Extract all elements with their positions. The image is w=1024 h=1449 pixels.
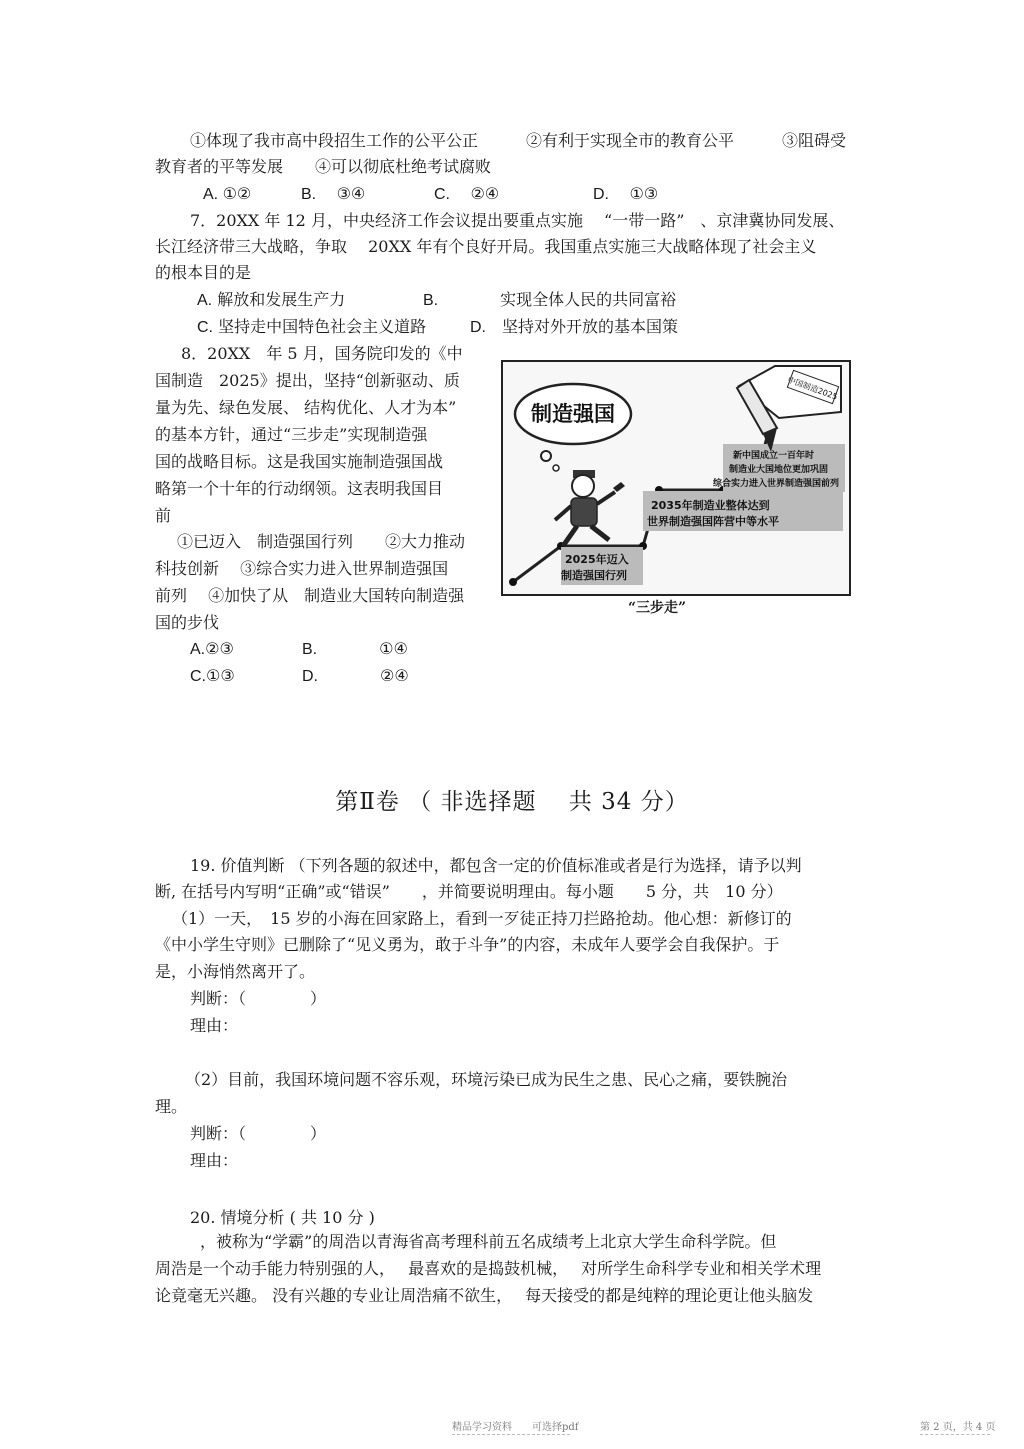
q8-statements-line-4: 国的步伐 bbox=[155, 613, 220, 632]
q8-option-d: D. ②④ bbox=[302, 668, 409, 685]
q8-stem-line-3: 量为先、绿色发展、 结构优化、人才为本” bbox=[155, 398, 457, 417]
q19-intro-line-2: 断, 在括号内写明“正确”或“错误” ，并简要说明理由。每小题 5 分，共 10 分） bbox=[155, 882, 783, 901]
q6-statement-line-2: 教育者的平等发展 ④可以彻底杜绝考试腐败 bbox=[155, 157, 492, 176]
q19-intro-line-1: 19. 价值判断 （下列各题的叙述中，都包含一定的价值标准或者是行为选择，请予以判 bbox=[190, 856, 802, 875]
q7-stem-line-2: 长江经济带三大战略，争取 20XX 年有个良好开局。我国重点实施三大战略体现了社会主义 bbox=[155, 237, 817, 256]
pencil-label: 中国制造2025 bbox=[786, 375, 839, 402]
q7-option-d: D. 坚持对外开放的基本国策 bbox=[470, 317, 679, 336]
q19-p2-reason: 理由： bbox=[190, 1151, 239, 1170]
q7-option-c: C. 坚持走中国特色社会主义道路 bbox=[197, 317, 427, 336]
bubble-text: 制造强国 bbox=[531, 402, 615, 426]
footer-divider-left bbox=[452, 1434, 570, 1435]
q8-statements-line-3: 前列 ④加快了从 制造业大国转向制造强 bbox=[155, 586, 465, 605]
q20-line-1: ，被称为“学霸”的周浩以青海省高考理科前五名成绩考上北京大学生命科学院。但 bbox=[200, 1232, 777, 1251]
q7-option-a: A. 解放和发展生产力 bbox=[197, 290, 346, 309]
q19-p2-line-1: （2）目前，我国环境问题不容乐观，环境污染已成为民生之患、民心之痛，要铁腕治 bbox=[185, 1070, 788, 1089]
q8-statements-line-1: ①已迈入 制造强国行列 ②大力推动 bbox=[177, 532, 466, 551]
section-2-title: 第Ⅱ卷 （ 非选择题 共 34 分） bbox=[335, 789, 689, 815]
footer-divider-right bbox=[920, 1434, 990, 1435]
q8-option-b: B. ①④ bbox=[302, 641, 408, 658]
q8-stem-line-4: 的基本方针，通过“三步走”实现制造强 bbox=[155, 425, 428, 444]
q7-stem-line-3: 的根本目的是 bbox=[155, 263, 252, 282]
q20-line-2: 周浩是一个动手能力特别强的人， 最喜欢的是捣鼓机械， 对所学生命科学专业和相关学术理 bbox=[155, 1259, 822, 1278]
step2-label: 2035年制造业整体达到 世界制造强国阵营中等水平 bbox=[647, 499, 779, 528]
q8-stem-line-6: 略第一个十年的行动纲领。这表明我国目 bbox=[155, 479, 444, 498]
q20-title: 20. 情境分析 ( 共 10 分 ) bbox=[190, 1208, 375, 1227]
q19-p1-line-3: 是，小海悄然离开了。 bbox=[155, 962, 316, 981]
q7-stem-line-1: 7．20XX 年 12 月，中央经济工作会议提出要重点实施 “一带一路” 、京津冀协同发展、 bbox=[190, 211, 845, 230]
q19-p2-line-2: 理。 bbox=[155, 1097, 188, 1116]
q8-stem-line-7: 前 bbox=[155, 506, 172, 525]
q8-stem-line-5: 国的战略目标。这是我国实施制造强国战 bbox=[155, 452, 444, 471]
q19-p1-line-2: 《中小学生守则》已删除了“见义勇为，敢于斗争”的内容，未成年人要学会自我保护。于 bbox=[155, 935, 780, 954]
q19-p2-judge: 判断：（ ） bbox=[190, 1124, 327, 1143]
q8-statements-line-2: 科技创新 ③综合实力进入世界制造强国 bbox=[155, 559, 449, 578]
q20-line-3: 论竟毫无兴趣。 没有兴趣的专业让周浩痛不欲生， 每天接受的都是纯粹的理论更让他头脑发 bbox=[155, 1286, 814, 1305]
q8-stem-line-2: 国制造 2025》提出，坚持“创新驱动、质 bbox=[155, 371, 460, 390]
footer-source: 精品学习资料 可选择pdf bbox=[452, 1422, 579, 1433]
q7-option-b: B. 实现全体人民的共同富裕 bbox=[423, 290, 677, 309]
q19-p1-judge: 判断：（ ） bbox=[190, 989, 327, 1008]
q6-option-b: B. ③④ bbox=[301, 186, 366, 203]
q8-option-c: C.①③ bbox=[190, 668, 235, 685]
three-steps-cartoon bbox=[501, 360, 851, 596]
q19-p1-reason: 理由： bbox=[190, 1016, 239, 1035]
q8-option-a: A.②③ bbox=[190, 641, 234, 658]
q19-p1-line-1: （1）一天， 15 岁的小海在回家路上，看到一歹徒正持刀拦路抢劫。他心想：新修订的 bbox=[172, 909, 792, 928]
cartoon-caption: “三步走” bbox=[628, 600, 687, 616]
q6-option-a: A. ①② bbox=[203, 186, 252, 203]
q8-stem-line-1: 8．20XX 年 5 月，国务院印发的《中 bbox=[181, 344, 463, 363]
q6-option-d: D. ①③ bbox=[593, 186, 659, 203]
footer-page-number: 第 2 页，共 4 页 bbox=[920, 1422, 996, 1433]
q6-option-c: C. ②④ bbox=[434, 186, 500, 203]
step1-label: 2025年迈入 制造强国行列 bbox=[561, 553, 629, 582]
step3-label: 新中国成立一百年时 制造业大国地位更加巩固 综合实力进入世界制造强国前列 bbox=[713, 451, 840, 489]
q6-statement-line-1: ①体现了我市高中段招生工作的公平公正 ②有利于实现全市的教育公平 ③阻碍受 bbox=[190, 131, 847, 150]
